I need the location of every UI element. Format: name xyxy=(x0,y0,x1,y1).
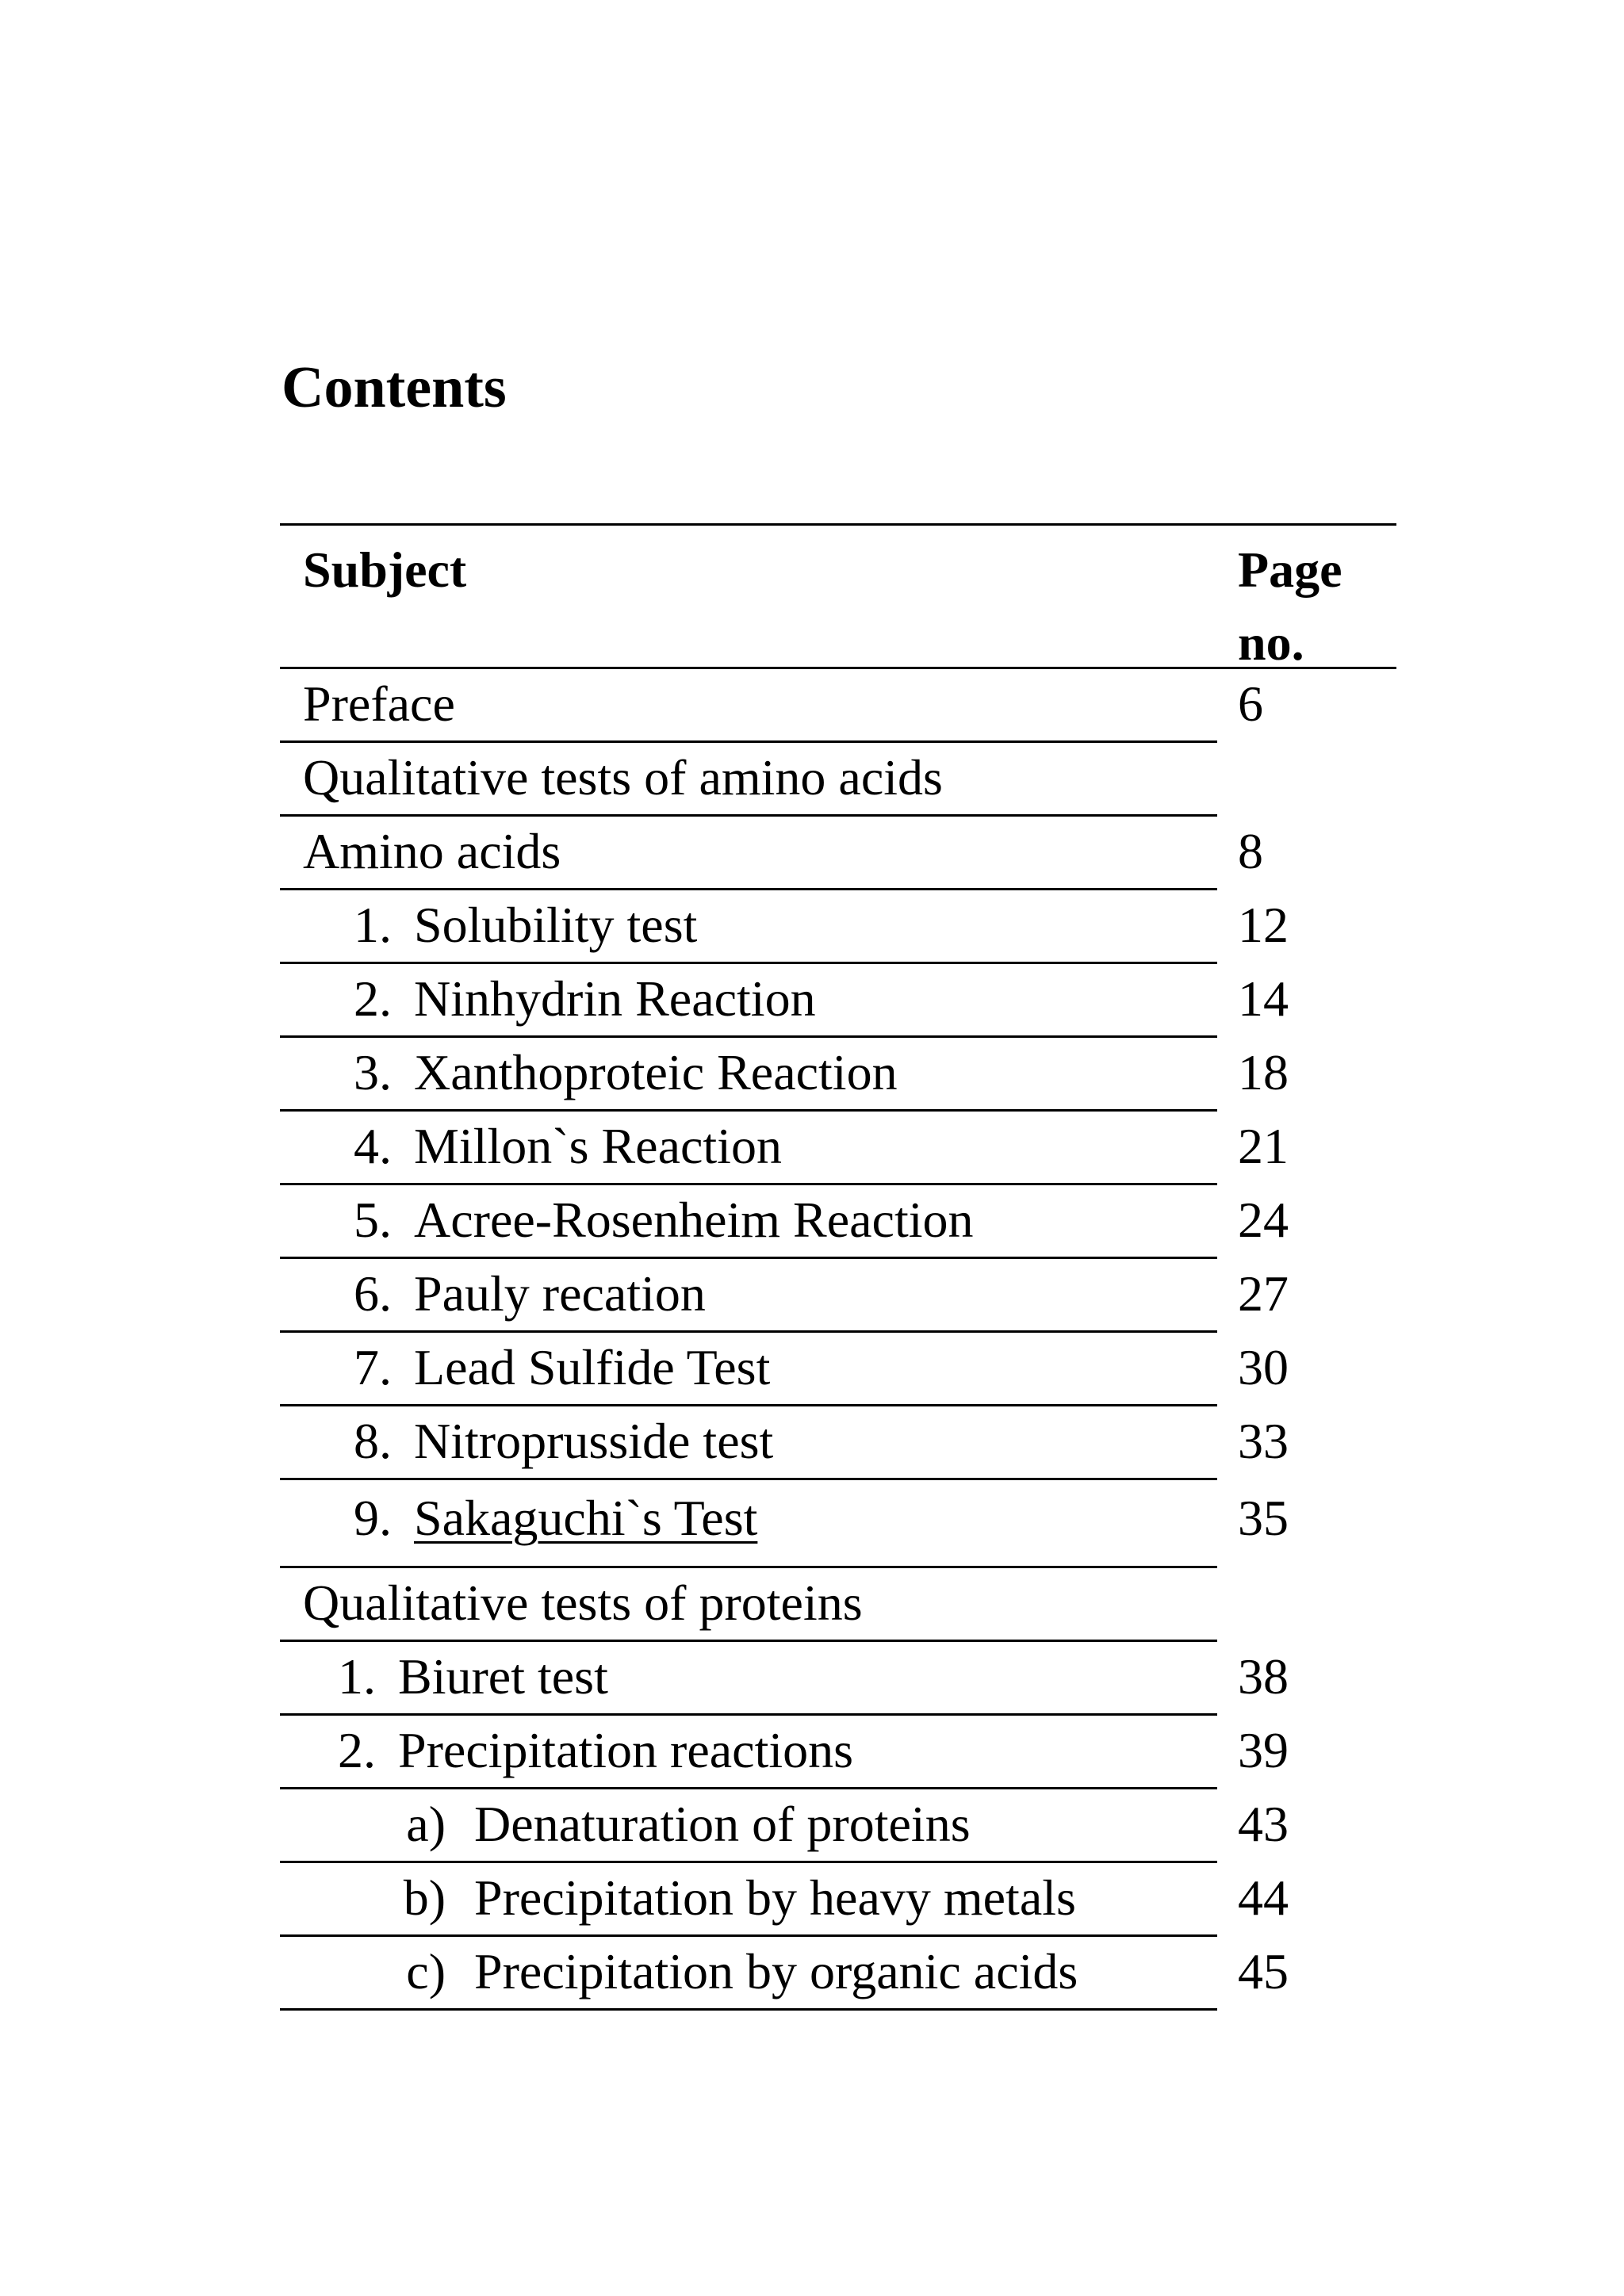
toc-entry-text: Pauly recation xyxy=(414,1265,706,1322)
toc-entry-text: Lead Sulfide Test xyxy=(414,1339,771,1395)
toc-page-number: 8 xyxy=(1238,823,1263,879)
toc-entry xyxy=(303,1114,782,1179)
toc-entry-text: Denaturation of proteins xyxy=(474,1796,971,1852)
toc-section-heading: Qualitative tests of proteins xyxy=(303,1575,863,1631)
toc-row xyxy=(280,1112,1396,1185)
toc-row xyxy=(280,1480,1396,1568)
toc-entry-number: 1. xyxy=(338,1648,376,1705)
page-header-line2: no. xyxy=(1238,614,1304,671)
contents-table xyxy=(280,523,1396,2011)
toc-page-number: 12 xyxy=(1238,897,1289,953)
toc-entry xyxy=(303,893,697,958)
toc-entry xyxy=(303,1486,757,1551)
toc-entry-number: a) xyxy=(406,1796,446,1852)
toc-entry-number: c) xyxy=(406,1943,446,1999)
toc-entry-number: 2. xyxy=(354,970,392,1027)
toc-row xyxy=(280,1406,1396,1480)
toc-entry xyxy=(303,1040,898,1105)
toc-page-number: 44 xyxy=(1238,1869,1289,1926)
toc-entry-text: Nitroprusside test xyxy=(414,1413,774,1469)
contents-table-header xyxy=(280,523,1396,669)
toc-entry-number: 6. xyxy=(354,1265,392,1322)
toc-entry-text: Precipitation reactions xyxy=(398,1722,854,1778)
toc-row xyxy=(280,1716,1396,1789)
toc-page-number: 27 xyxy=(1238,1265,1289,1322)
toc-entry-text: Millon`s Reaction xyxy=(414,1118,782,1174)
toc-entry xyxy=(303,966,816,1031)
toc-entry-text: Amino acids xyxy=(303,823,561,879)
toc-row xyxy=(280,1333,1396,1406)
toc-row xyxy=(280,1568,1396,1642)
toc-entry-text: Preface xyxy=(303,675,455,732)
toc-entry-text: Acree-Rosenheim Reaction xyxy=(414,1192,974,1248)
toc-row xyxy=(280,817,1396,890)
toc-entry-number: 8. xyxy=(354,1413,392,1469)
toc-page-number: 18 xyxy=(1238,1044,1289,1100)
toc-page-number: 14 xyxy=(1238,970,1289,1027)
toc-entry-text: Sakaguchi`s Test xyxy=(414,1490,758,1546)
toc-row xyxy=(280,964,1396,1038)
subject-column-header: Subject xyxy=(303,541,467,598)
row-divider xyxy=(280,2008,1217,2011)
toc-row xyxy=(280,890,1396,964)
toc-page-number: 30 xyxy=(1238,1339,1289,1395)
toc-entry-number: 1. xyxy=(354,897,392,953)
toc-page-number: 33 xyxy=(1238,1413,1289,1469)
toc-entry-number: 2. xyxy=(338,1722,376,1778)
toc-entry-number: 7. xyxy=(354,1339,392,1395)
toc-row xyxy=(280,1937,1396,2011)
toc-page-number: 21 xyxy=(1238,1118,1289,1174)
toc-row xyxy=(280,1259,1396,1333)
toc-row xyxy=(280,1863,1396,1937)
toc-row xyxy=(280,1185,1396,1259)
toc-entry xyxy=(303,1866,1076,1931)
toc-entry-number: 4. xyxy=(354,1118,392,1174)
toc-entry-text: Precipitation by organic acids xyxy=(474,1943,1078,1999)
toc-row xyxy=(280,1642,1396,1716)
toc-entry xyxy=(303,1792,971,1857)
toc-entry-text: Solubility test xyxy=(414,897,698,953)
toc-page-number: 39 xyxy=(1238,1722,1289,1778)
toc-entry-number: b) xyxy=(403,1869,446,1926)
toc-page-number: 6 xyxy=(1238,675,1263,732)
page-header-line1: Page xyxy=(1238,541,1342,598)
toc-entry xyxy=(303,1939,1078,2004)
toc-entry-number: 9. xyxy=(354,1490,392,1546)
toc-page-number: 38 xyxy=(1238,1648,1289,1705)
toc-entry-text: Biuret test xyxy=(398,1648,608,1705)
toc-page-number: 35 xyxy=(1238,1490,1289,1546)
page-column-header xyxy=(1238,534,1381,679)
toc-entry-text: Xanthoproteic Reaction xyxy=(414,1044,898,1100)
toc-entry xyxy=(303,1718,853,1783)
toc-entry-text: Precipitation by heavy metals xyxy=(474,1869,1076,1926)
toc-entry xyxy=(303,1261,706,1326)
toc-row xyxy=(280,669,1396,743)
toc-row xyxy=(280,1789,1396,1863)
toc-page-number: 45 xyxy=(1238,1943,1289,1999)
toc-entry xyxy=(303,1335,770,1400)
toc-entry xyxy=(303,1644,608,1709)
toc-page-number: 43 xyxy=(1238,1796,1289,1852)
toc-entry-number: 3. xyxy=(354,1044,392,1100)
toc-entry-text: Ninhydrin Reaction xyxy=(414,970,816,1027)
toc-row xyxy=(280,743,1396,817)
toc-entry xyxy=(303,1188,974,1253)
toc-row xyxy=(280,1038,1396,1112)
toc-page-number: 24 xyxy=(1238,1192,1289,1248)
toc-section-heading: Qualitative tests of amino acids xyxy=(303,749,943,806)
toc-entry xyxy=(303,1409,773,1474)
toc-entry-number: 5. xyxy=(354,1192,392,1248)
page-title: Contents xyxy=(282,355,507,420)
